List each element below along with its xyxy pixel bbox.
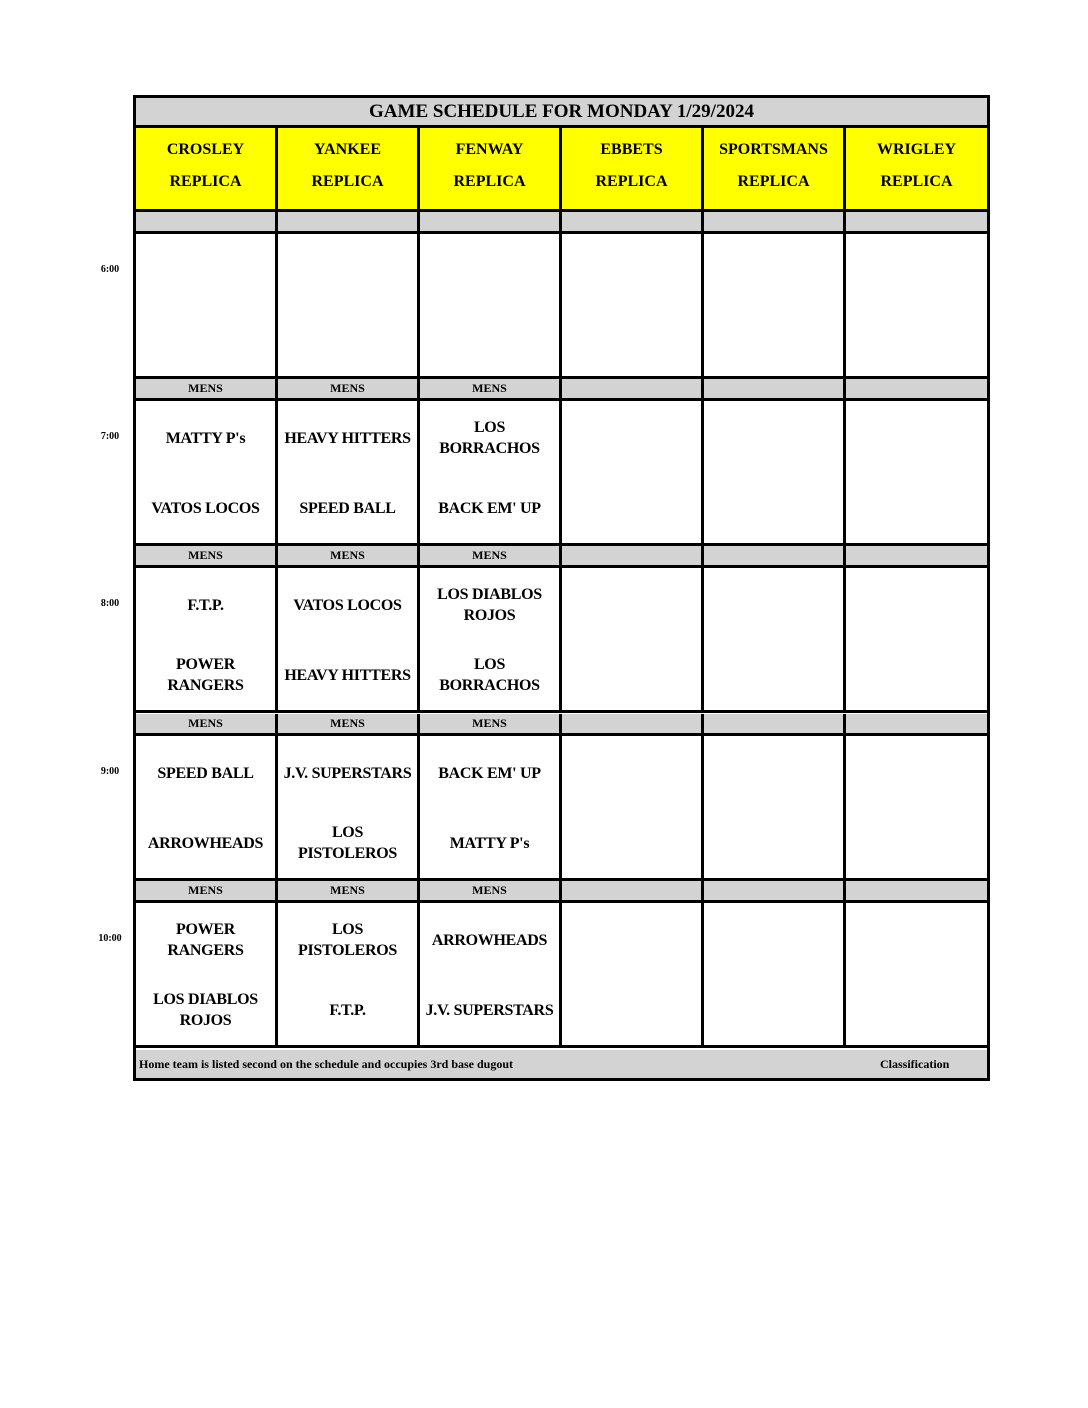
- game-cell: [278, 736, 420, 881]
- game-cell: [846, 234, 987, 379]
- visitor-team: SPEED BALL: [157, 764, 254, 782]
- field-header-sportsmans: SPORTSMANS REPLICA: [704, 128, 846, 212]
- game-cell: [562, 903, 704, 1048]
- division-label: [846, 379, 987, 401]
- home-team: HEAVY HITTERS: [284, 666, 411, 684]
- division-label: MENS: [420, 379, 562, 401]
- time-slot-row: [136, 234, 987, 379]
- home-team: [846, 983, 987, 1037]
- field-header-wrigley: WRIGLEY REPLICA: [846, 128, 987, 212]
- division-label: [846, 546, 987, 568]
- visitor-team: F.T.P.: [187, 596, 224, 614]
- field-header-yankee: YANKEE REPLICA: [278, 128, 420, 212]
- game-cell: [136, 234, 278, 379]
- division-band-row: [136, 379, 987, 401]
- home-team-note: Home team is listed second on the schedule and occupies 3rd base dugout: [139, 1057, 514, 1071]
- home-team: [562, 314, 701, 368]
- schedule-title: GAME SCHEDULE FOR MONDAY 1/29/2024: [136, 98, 987, 128]
- game-cell: [704, 234, 846, 379]
- division-label: [704, 881, 846, 903]
- game-cell: [420, 903, 562, 1048]
- home-team: [704, 816, 843, 870]
- game-cell: [420, 234, 562, 379]
- game-cell: [562, 736, 704, 881]
- home-team: [420, 314, 559, 368]
- division-label: MENS: [278, 546, 420, 568]
- home-team: [278, 314, 417, 368]
- game-cell: [846, 903, 987, 1048]
- visitor-team: [562, 911, 701, 969]
- division-label: [420, 212, 562, 234]
- visitor-team: MATTY P's: [165, 429, 246, 447]
- game-cell: [704, 903, 846, 1048]
- division-band-row: [136, 546, 987, 568]
- game-cell: [420, 401, 562, 546]
- division-band-row: [136, 714, 987, 736]
- field-header-crosley: CROSLEY REPLICA: [136, 128, 278, 212]
- division-label: [562, 714, 704, 736]
- time-label: 6:00: [100, 264, 120, 275]
- game-cell: [136, 736, 278, 881]
- game-cell: [704, 401, 846, 546]
- game-cell: [846, 401, 987, 546]
- home-team: [562, 481, 701, 535]
- visitor-team: J.V. SUPERSTARS: [283, 764, 412, 782]
- game-cell: [704, 736, 846, 881]
- home-team: BACK EM' UP: [438, 499, 541, 517]
- classification-label: Classification: [880, 1057, 950, 1071]
- visitor-team: [846, 242, 987, 300]
- game-cell: [846, 568, 987, 713]
- home-team: LOS DIABLOS ROJOS: [153, 991, 258, 1029]
- home-team: SPEED BALL: [299, 499, 396, 517]
- division-label: MENS: [420, 546, 562, 568]
- visitor-team: VATOS LOCOS: [293, 596, 402, 614]
- time-label: 10:00: [98, 933, 122, 944]
- division-label: [562, 379, 704, 401]
- home-team: [846, 481, 987, 535]
- home-team: [846, 648, 987, 702]
- visitor-team: [704, 242, 843, 300]
- time-label: 7:00: [100, 431, 120, 442]
- home-team: [562, 983, 701, 1037]
- home-team: LOS PISTOLEROS: [298, 824, 397, 862]
- visitor-team: [846, 409, 987, 467]
- time-slot-row: [136, 401, 987, 546]
- home-team: POWER RANGERS: [167, 656, 244, 694]
- game-cell: [278, 568, 420, 713]
- home-team: MATTY P's: [449, 834, 530, 852]
- time-label: 9:00: [100, 766, 120, 777]
- division-label: [704, 546, 846, 568]
- visitor-team: [704, 744, 843, 802]
- game-cell: [136, 401, 278, 546]
- visitor-team: LOS BORRACHOS: [439, 419, 540, 457]
- visitor-team: LOS PISTOLEROS: [298, 921, 397, 959]
- home-team: [704, 983, 843, 1037]
- field-header-fenway: FENWAY REPLICA: [420, 128, 562, 212]
- visitor-team: [846, 744, 987, 802]
- home-team: [846, 816, 987, 870]
- division-label: MENS: [420, 881, 562, 903]
- home-team: [846, 314, 987, 368]
- division-label: MENS: [420, 714, 562, 736]
- division-label: [704, 714, 846, 736]
- division-label: MENS: [278, 714, 420, 736]
- division-label: MENS: [136, 714, 278, 736]
- visitor-team: POWER RANGERS: [167, 921, 244, 959]
- visitor-team: [704, 409, 843, 467]
- game-cell: [278, 234, 420, 379]
- game-cell: [278, 401, 420, 546]
- game-cell: [136, 568, 278, 713]
- division-label: MENS: [136, 546, 278, 568]
- time-slot-row: [136, 736, 987, 881]
- division-label: [846, 881, 987, 903]
- schedule-footer: [136, 1050, 987, 1078]
- visitor-team: [704, 911, 843, 969]
- visitor-team: LOS DIABLOS ROJOS: [437, 586, 542, 624]
- game-cell: [562, 568, 704, 713]
- game-cell: [420, 568, 562, 713]
- game-cell: [704, 568, 846, 713]
- division-label: [562, 546, 704, 568]
- division-band-row: [136, 212, 987, 234]
- home-team: VATOS LOCOS: [151, 499, 260, 517]
- division-label: [704, 379, 846, 401]
- home-team: [562, 648, 701, 702]
- visitor-team: [562, 744, 701, 802]
- field-header-row: [136, 128, 987, 212]
- division-label: MENS: [278, 379, 420, 401]
- visitor-team: [704, 576, 843, 634]
- time-label: 8:00: [100, 598, 120, 609]
- game-cell: [420, 736, 562, 881]
- visitor-team: [420, 242, 559, 300]
- division-label: [562, 881, 704, 903]
- visitor-team: HEAVY HITTERS: [284, 429, 411, 447]
- home-team: LOS BORRACHOS: [439, 656, 540, 694]
- game-cell: [562, 401, 704, 546]
- division-label: MENS: [136, 379, 278, 401]
- visitor-team: ARROWHEADS: [431, 931, 548, 949]
- game-cell: [136, 903, 278, 1048]
- division-label: [136, 212, 278, 234]
- home-team: ARROWHEADS: [147, 834, 264, 852]
- division-label: [846, 714, 987, 736]
- division-label: [704, 212, 846, 234]
- home-team: [704, 481, 843, 535]
- home-team: [136, 314, 275, 368]
- home-team: F.T.P.: [329, 1001, 366, 1019]
- home-team: [704, 648, 843, 702]
- game-cell: [562, 234, 704, 379]
- division-label: [278, 212, 420, 234]
- visitor-team: [562, 409, 701, 467]
- game-cell: [846, 736, 987, 881]
- visitor-team: [136, 242, 275, 300]
- division-label: [846, 212, 987, 234]
- game-cell: [278, 903, 420, 1048]
- division-label: [562, 212, 704, 234]
- field-header-ebbets: EBBETS REPLICA: [562, 128, 704, 212]
- visitor-team: BACK EM' UP: [438, 764, 541, 782]
- visitor-team: [562, 576, 701, 634]
- schedule-sheet: [133, 95, 990, 1081]
- visitor-team: [278, 242, 417, 300]
- home-team: J.V. SUPERSTARS: [425, 1001, 554, 1019]
- time-slot-row: [136, 903, 987, 1048]
- home-team: [562, 816, 701, 870]
- home-team: [704, 314, 843, 368]
- division-band-row: [136, 881, 987, 903]
- division-label: MENS: [278, 881, 420, 903]
- division-label: MENS: [136, 881, 278, 903]
- time-slot-row: [136, 568, 987, 713]
- visitor-team: [846, 576, 987, 634]
- visitor-team: [562, 242, 701, 300]
- visitor-team: [846, 911, 987, 969]
